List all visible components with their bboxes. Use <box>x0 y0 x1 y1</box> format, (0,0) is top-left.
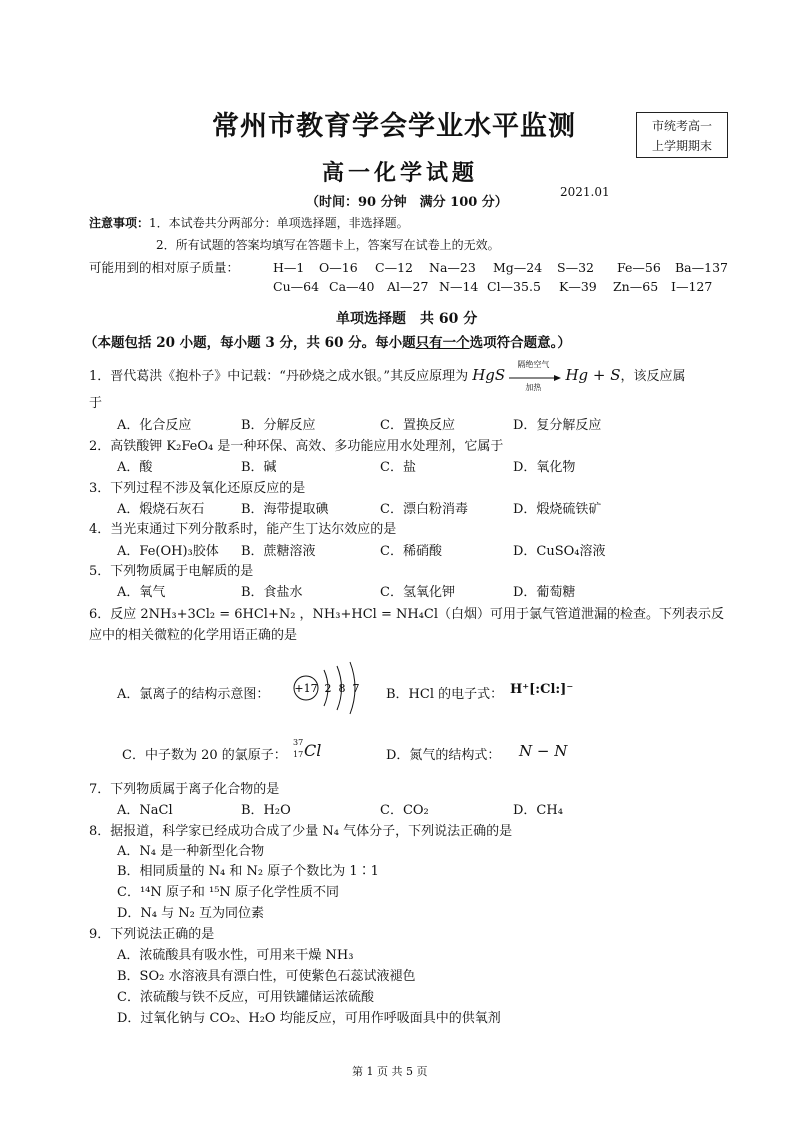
instructions-pre: （本题包括 20 小题，每小题 3 分，共 60 分。每小题 <box>84 335 416 351</box>
q1-condition-top: 隔绝空气 <box>517 359 550 369</box>
q2-option-b[interactable]: B．碱 <box>241 460 277 475</box>
q6-stem-line1: 6．反应 2NH₃+3Cl₂ = 6HCl+N₂ ，NH₃+HCl = NH₄Cl（白烟）可用于氯气管道泄漏的检查。下列表示反 <box>89 607 725 622</box>
exam-title: 高一化学试题 <box>322 160 479 186</box>
chloride-ion-structure-diagram <box>290 656 380 718</box>
q1-stem-post: ，该反应属 <box>620 369 686 384</box>
q1-option-b[interactable]: B．分解反应 <box>241 418 316 433</box>
q3-option-b[interactable]: B．海带提取碘 <box>241 502 329 517</box>
notes-item-2: 2．所有试题的答案均填写在答题卡上，答案写在试卷上的无效。 <box>156 238 500 252</box>
section-instructions <box>84 331 571 351</box>
q1-reaction-arrow <box>509 359 561 392</box>
q5-option-d[interactable]: D．葡萄糖 <box>513 585 576 600</box>
q6-option-a[interactable]: A．氯离子的结构示意图： <box>117 687 270 702</box>
q2-option-c[interactable]: C．盐 <box>380 460 416 475</box>
q6-option-c[interactable]: C．中子数为 20 的氯原子： <box>122 748 287 763</box>
q5-option-c[interactable]: C．氢氧化钾 <box>380 585 455 600</box>
q6-option-b[interactable]: B．HCl 的电子式： <box>386 687 504 702</box>
q4-option-c[interactable]: C．稀硝酸 <box>380 544 442 559</box>
q1-reactant: HgS <box>472 366 506 384</box>
q1-option-a[interactable]: A．化合反应 <box>117 418 192 433</box>
mass-item: K—39 <box>559 279 597 294</box>
q9-option-b[interactable]: B．SO₂ 水溶液具有漂白性，可使紫色石蕊试液褪色 <box>117 969 416 984</box>
q9-option-a[interactable]: A．浓硫酸具有吸水性，可用来干燥 NH₃ <box>117 948 354 963</box>
q7-option-d[interactable]: D．CH₄ <box>513 803 563 818</box>
section-title: 单项选择题 共 60 分 <box>336 311 478 327</box>
q5-stem: 5．下列物质属于电解质的是 <box>89 564 254 579</box>
q7-stem: 7．下列物质属于离子化合物的是 <box>89 782 280 797</box>
q7-option-b[interactable]: B．H₂O <box>241 803 291 818</box>
q9-option-c[interactable]: C．浓硫酸与铁不反应，可用铁罐储运浓硫酸 <box>117 990 374 1005</box>
mass-item: Fe—56 <box>617 260 661 275</box>
notes-label: 注意事项： <box>89 216 150 230</box>
q6-stem-line2: 应中的相关微粒的化学用语正确的是 <box>89 628 298 643</box>
q8-option-c[interactable]: C．¹⁴N 原子和 ¹⁵N 原子化学性质不同 <box>117 885 339 900</box>
mass-item: Ca—40 <box>329 279 375 294</box>
shell-3-electrons: 7 <box>352 682 360 695</box>
mass-item: H—1 <box>273 260 305 275</box>
q8-option-a[interactable]: A．N₄ 是一种新型化合物 <box>117 844 265 859</box>
cl-isotope-notation <box>293 738 323 764</box>
org-title: 常州市教育学会学业水平监测 <box>212 111 576 142</box>
n2-structural-formula: N − N <box>519 742 568 760</box>
mass-item: O—16 <box>319 260 358 275</box>
q1-condition-bottom: 加热 <box>525 382 542 392</box>
q1-stem <box>89 359 686 392</box>
isotope-mass-number: 37 <box>293 738 304 747</box>
hcl-electron-formula: H⁺[:Cl:]⁻ <box>510 682 574 697</box>
exam-time-info: （时间：90 分钟 满分 100 分） <box>306 195 508 210</box>
mass-item: Na—23 <box>429 260 476 275</box>
mass-item: I—127 <box>671 279 713 294</box>
isotope-atomic-number: 17 <box>293 750 304 759</box>
mass-item: N—14 <box>439 279 479 294</box>
q5-option-b[interactable]: B．食盐水 <box>241 585 303 600</box>
mass-item: S—32 <box>557 260 594 275</box>
atomic-mass-label: 可能用到的相对原子质量： <box>89 260 240 275</box>
exam-tag-line1: 市统考高一 <box>651 119 712 133</box>
q1-option-d[interactable]: D．复分解反应 <box>513 418 602 433</box>
q1-option-c[interactable]: C．置换反应 <box>380 418 455 433</box>
shell-1-electrons: 2 <box>324 682 332 695</box>
notes-item-1: 1．本试卷共分两部分：单项选择题，非选择题。 <box>149 216 409 230</box>
q4-option-a[interactable]: A．Fe(OH)₃胶体 <box>117 544 219 559</box>
mass-item: Al—27 <box>387 279 429 294</box>
q4-option-d[interactable]: D．CuSO₄溶液 <box>513 544 606 559</box>
instructions-post: 选项符合题意。） <box>469 335 571 351</box>
q8-option-b[interactable]: B．相同质量的 N₄ 和 N₂ 原子个数比为 1∶1 <box>117 864 379 879</box>
q6-option-d[interactable]: D．氮气的结构式： <box>386 748 501 763</box>
q7-option-a[interactable]: A．NaCl <box>117 803 173 818</box>
q9-option-d[interactable]: D．过氧化钠与 CO₂、H₂O 均能反应，可用作呼吸面具中的供氧剂 <box>117 1011 501 1026</box>
atomic-mass-row-2 <box>273 279 712 294</box>
atomic-mass-row-1 <box>89 258 728 276</box>
exam-date: 2021.01 <box>560 185 610 199</box>
q9-stem: 9．下列说法正确的是 <box>89 927 215 942</box>
exam-tag-line2: 上学期期末 <box>651 139 712 153</box>
mass-item: Zn—65 <box>613 279 659 294</box>
q8-stem: 8．据报道，科学家已经成功合成了少量 N₄ 气体分子，下列说法正确的是 <box>89 824 513 839</box>
exam-tag-box <box>636 112 728 158</box>
q1-stem-text: 1．晋代葛洪《抱朴子》中记载：“丹砂烧之成水银。”其反应原理为 <box>89 369 469 384</box>
q2-option-d[interactable]: D．氧化物 <box>513 460 576 475</box>
q2-option-a[interactable]: A．酸 <box>117 460 153 475</box>
mass-item: Ba—137 <box>675 260 728 275</box>
q1-stem-wrap: 于 <box>89 396 103 411</box>
shell-2-electrons: 8 <box>338 682 346 695</box>
mass-item: Cl—35.5 <box>487 279 541 294</box>
q4-stem: 4．当光束通过下列分散系时，能产生丁达尔效应的是 <box>89 522 397 537</box>
q5-option-a[interactable]: A．氧气 <box>117 585 166 600</box>
nucleus-charge: +17 <box>294 682 318 695</box>
q3-option-a[interactable]: A．煅烧石灰石 <box>117 502 205 517</box>
isotope-symbol: Cl <box>304 741 322 760</box>
q3-stem: 3．下列过程不涉及氧化还原反应的是 <box>89 481 306 496</box>
q4-option-b[interactable]: B．蔗糖溶液 <box>241 544 316 559</box>
page-footer: 第 1 页 共 5 页 <box>352 1065 428 1078</box>
q3-option-d[interactable]: D．煅烧硫铁矿 <box>513 502 602 517</box>
q7-option-c[interactable]: C．CO₂ <box>380 803 429 818</box>
mass-item: C—12 <box>375 260 413 275</box>
mass-item: Cu—64 <box>273 279 320 294</box>
q2-stem: 2．高铁酸钾 K₂FeO₄ 是一种环保、高效、多功能应用水处理剂，它属于 <box>89 439 504 454</box>
mass-item: Mg—24 <box>493 260 543 275</box>
q8-option-d[interactable]: D．N₄ 与 N₂ 互为同位素 <box>117 906 264 921</box>
q1-product: Hg + S <box>565 366 621 384</box>
instructions-emphasis: 只有一个 <box>415 335 470 351</box>
q3-option-c[interactable]: C．漂白粉消毒 <box>380 502 468 517</box>
notes-line-1 <box>89 214 409 231</box>
